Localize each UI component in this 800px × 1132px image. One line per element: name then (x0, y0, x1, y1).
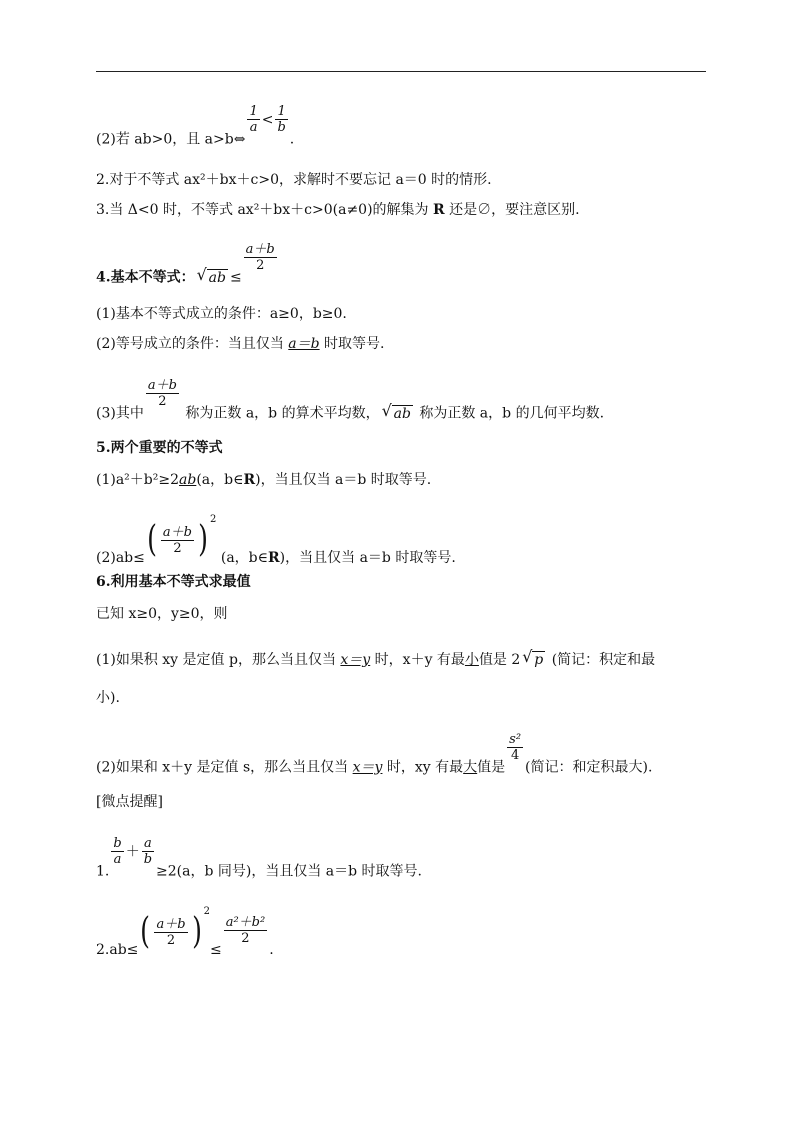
fraction-1-over-b: $\frac{1}{b}$ (277, 104, 286, 135)
fraction-sum-of-squares: $\frac{\text{a²＋b²}}{2}$ (225, 914, 266, 946)
note-line-10: (2)ab≤( $\frac{a+b}{2}$ ) $^2$ (a，b∈R)，当且仅当 a＝b 时取等号. (96, 514, 456, 566)
note-line-15: (2)如果和 x＋y 是定值 s，那么当且仅当 x＝y 时，xy 有最大值是 $\frac{\text{s²}}{4}$ (简记：和定积最大). (96, 732, 653, 776)
fraction-half-sum-2: $\frac{a+b}{2}$ (156, 916, 186, 948)
note-line-3: 3.当 Δ<0 时，不等式 ax²＋bx＋c>0(a≠0)的解集为 R 还是∅，要注意区别. (96, 202, 580, 218)
note-line-1: (2)若 ab>0，且 a>b⇔ $\frac{1}{a}$ < $\frac{1}{b}$ . (96, 104, 295, 148)
sqrt-ab-geometric: √ ab (381, 400, 411, 422)
note-line-13: (1)如果积 xy 是定值 p，那么当且仅当 x＝y 时，x＋y 有最小值是 2 √ p (简记：积定和最 (96, 647, 656, 668)
fraction-a-over-b: $\frac{a}{b}$ (143, 836, 153, 867)
sqrt-ab: √ ab (196, 264, 226, 286)
fraction-s-squared-over-4: $\frac{\text{s²}}{4}$ (509, 732, 522, 763)
fraction-1-over-a: $\frac{1}{a}$ (249, 104, 258, 135)
fraction-a-plus-b-over-2: $\frac{a+b}{2}$ (245, 242, 275, 273)
heading-two-inequalities: 5.两个重要的不等式 (96, 440, 223, 456)
tip-line-2: 2.ab≤( $\frac{a+b}{2}$ ) $^2$≤ $\frac{\text{a²＋b²}}{2}$ . (96, 906, 274, 958)
note-line-5: (1)基本不等式成立的条件：a≥0，b≥0. (96, 306, 347, 322)
tip-line-1: 1. $\frac{b}{a}$ ＋ $\frac{a}{b}$ ≥2(a，b 同号)，当且仅当 a＝b 时取等号. (96, 836, 422, 880)
note-line-12: 已知 x≥0，y≥0，则 (96, 606, 228, 622)
note-line-2: 2.对于不等式 ax²＋bx＋c>0，求解时不要忘记 a＝0 时的情形. (96, 172, 492, 188)
note-line-9: (1)a²＋b²≥2ab(a，b∈R)，当且仅当 a＝b 时取等号. (96, 472, 432, 488)
header-rule (96, 71, 706, 72)
fraction-b-over-a: $\frac{b}{a}$ (113, 836, 122, 867)
note-line-7: (3)其中 $\frac{a+b}{2}$ 称为正数 a，b 的算术平均数， √ ab 称为正数 a，b 的几何平均数. (96, 378, 605, 422)
note-line-14: 小). (96, 690, 120, 706)
tips-heading: [微点提醒] (96, 794, 163, 810)
fraction-arith-mean: $\frac{a+b}{2}$ (147, 378, 177, 409)
note-line-6: (2)等号成立的条件：当且仅当 a＝b 时取等号. (96, 336, 385, 352)
heading-basic-inequality: 4.基本不等式： √ ab ≤ $\frac{a+b}{2}$ (96, 242, 275, 286)
heading-extremum: 6.利用基本不等式求最值 (96, 574, 251, 590)
fraction-half-sum: $\frac{a+b}{2}$ (162, 524, 192, 556)
sqrt-p: √ p (522, 647, 544, 668)
